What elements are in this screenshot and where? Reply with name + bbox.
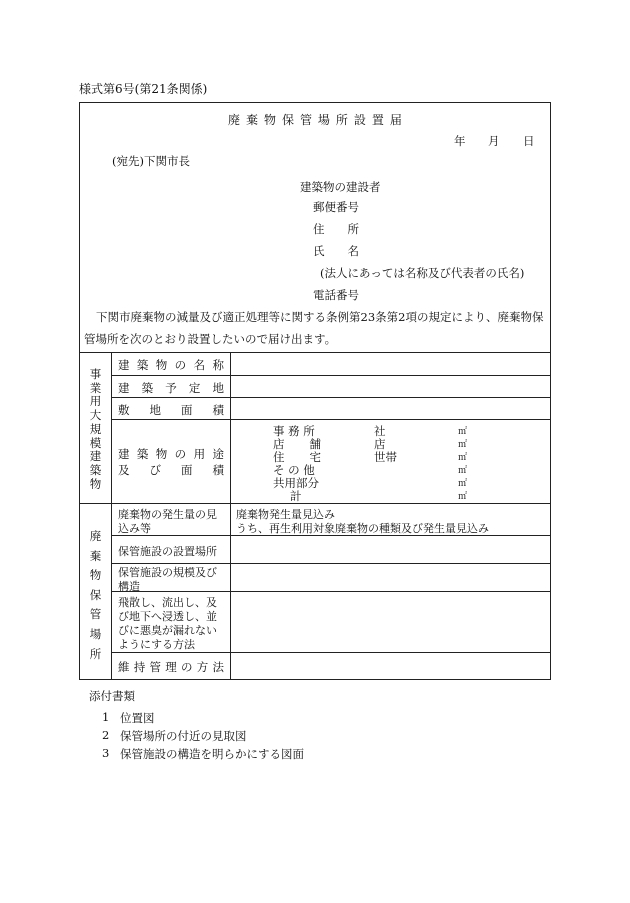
form-title: 廃 棄 物 保 管 場 所 設 置 届 xyxy=(228,113,402,127)
date-day: 日 xyxy=(523,134,535,148)
usage-unit: ㎡ xyxy=(458,453,468,463)
table-row-rule xyxy=(111,375,551,376)
waste-estimate-value-line2: うち、再生利用対象廃棄物の種類及び発生量見込み xyxy=(236,522,489,535)
corporate-note: (法人にあっては名称及び代表者の氏名) xyxy=(320,266,525,280)
table-column-divider xyxy=(230,352,231,680)
table-row-rule xyxy=(111,397,551,398)
attachment-num-3: 3 xyxy=(102,746,110,760)
phone-label: 電話番号 xyxy=(313,288,359,302)
facility-structure-label-line1: 保管施設の規模及び xyxy=(118,566,217,579)
usage-other: そ の 他 xyxy=(273,463,315,477)
attachment-num-2: 2 xyxy=(102,728,110,742)
usage-unit: ㎡ xyxy=(458,466,468,476)
waste-estimate-value-line1: 廃棄物発生量見込み xyxy=(236,508,335,521)
statement-line-2: 管場所を次のとおり設置したいので届け出ます。 xyxy=(84,332,337,346)
name-label: 氏 名 xyxy=(313,244,359,258)
attachment-num-1: 1 xyxy=(102,710,110,724)
building-use-label-line2: 及 び 面 積 xyxy=(118,463,224,477)
attachment-item-2: 保管場所の付近の見取図 xyxy=(120,729,247,743)
table-row-rule xyxy=(111,591,551,592)
usage-unit: ㎡ xyxy=(458,440,468,450)
usage-unit: ㎡ xyxy=(458,492,468,502)
table-section-divider xyxy=(111,352,112,680)
attachments-heading: 添付書類 xyxy=(89,689,135,703)
site-area-label: 敷 地 面 積 xyxy=(118,403,224,417)
table-top-rule xyxy=(79,352,551,353)
usage-housing: 住 宅 xyxy=(273,450,321,464)
address-label: 住 所 xyxy=(313,222,359,236)
usage-office: 事 務 所 xyxy=(273,424,315,438)
date-year: 年 xyxy=(454,134,466,148)
facility-location-label: 保管施設の設置場所 xyxy=(118,545,217,558)
usage-total: 計 xyxy=(290,489,302,503)
prevention-method-line1: 飛散し、流出し、及 xyxy=(118,596,217,609)
maintenance-method-label: 維 持 管 理 の 方 法 xyxy=(118,660,224,674)
usage-unit: ㎡ xyxy=(458,479,468,489)
section1-vertical-label: 事 業 用 大 規 模 建 築 物 xyxy=(89,367,102,491)
prevention-method-line3: びに悪臭が漏れない xyxy=(118,624,217,637)
attachment-item-3: 保管施設の構造を明らかにする図面 xyxy=(120,747,304,761)
date-month: 月 xyxy=(488,134,500,148)
usage-office-count-unit: 社 xyxy=(374,424,386,438)
prevention-method-line4: ようにする方法 xyxy=(118,638,195,651)
usage-unit: ㎡ xyxy=(458,427,468,437)
table-row-rule xyxy=(111,419,551,420)
prevention-method-line2: び地下へ浸透し、並 xyxy=(118,610,217,623)
statement-line-1: 下関市廃棄物の減量及び適正処理等に関する条例第23条第2項の規定により、廃棄物保 xyxy=(96,310,544,324)
waste-estimate-label-line2: 込み等 xyxy=(118,522,151,535)
applicant-heading: 建築物の建設者 xyxy=(300,180,381,194)
usage-store-count-unit: 店 xyxy=(374,437,386,451)
table-row-rule xyxy=(111,652,551,653)
table-section-rule xyxy=(79,503,551,504)
section2-vertical-label: 廃 棄 物 保 管 場 所 xyxy=(89,529,102,661)
facility-structure-label-line2: 構造 xyxy=(118,580,140,593)
addressee: (宛先)下関市長 xyxy=(112,154,190,168)
building-name-label: 建 築 物 の 名 称 xyxy=(118,358,224,372)
building-use-label-line1: 建 築 物 の 用 途 xyxy=(118,447,224,461)
postal-code-label: 郵便番号 xyxy=(313,200,359,214)
usage-store: 店 舗 xyxy=(273,437,321,451)
planned-site-label: 建 築 予 定 地 xyxy=(118,381,224,395)
waste-estimate-label-line1: 廃棄物の発生量の見 xyxy=(118,508,217,521)
form-number: 様式第6号(第21条関係) xyxy=(79,82,208,96)
usage-housing-count-unit: 世帯 xyxy=(374,450,397,464)
attachment-item-1: 位置図 xyxy=(120,711,155,725)
usage-common-area: 共用部分 xyxy=(273,476,319,490)
